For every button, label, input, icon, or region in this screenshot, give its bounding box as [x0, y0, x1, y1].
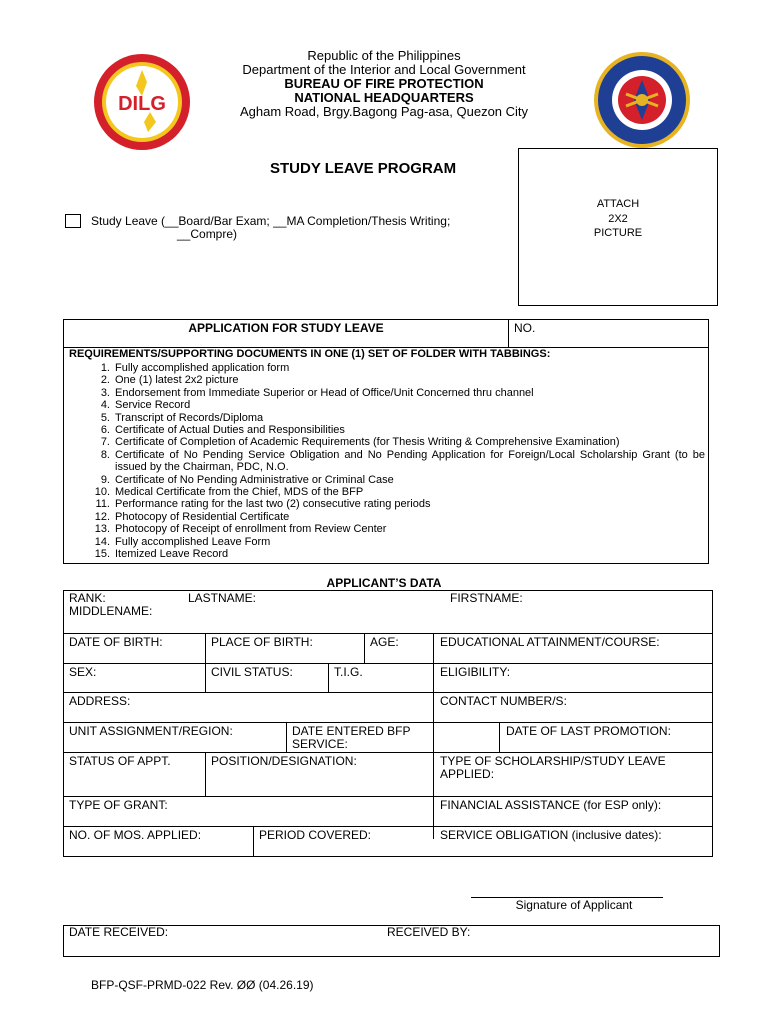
- list-item: 2. One (1) latest 2x2 picture: [100, 374, 239, 387]
- header-hq: NATIONAL HEADQUARTERS: [294, 90, 474, 105]
- application-no-label: NO.: [514, 321, 536, 335]
- dilg-logo-icon: [92, 52, 192, 152]
- applicant-data-table: [63, 590, 713, 857]
- photo-box: [518, 148, 718, 306]
- period-covered-label: PERIOD COVERED:: [259, 828, 372, 842]
- pob-label: PLACE OF BIRTH:: [211, 635, 313, 649]
- list-item: 14. Fully accomplished Leave Form: [94, 535, 271, 548]
- address-label: ADDRESS:: [69, 694, 131, 708]
- list-item: 10. Medical Certificate from the Chief, MDS of the BFP: [94, 486, 364, 499]
- list-item: 15. Itemized Leave Record: [94, 548, 229, 561]
- list-item: 4. Service Record: [100, 399, 191, 412]
- requirements-heading: REQUIREMENTS/SUPPORTING DOCUMENTS IN ONE (1) SET OF FOLDER WITH TABBINGS:: [69, 348, 551, 360]
- header-address: Agham Road, Brgy.Bagong Pag-asa, Quezon City: [239, 104, 529, 119]
- middlename-label: MIDDLENAME:: [69, 604, 153, 618]
- firstname-label: FIRSTNAME:: [450, 591, 523, 605]
- applicant-data-heading: APPLICANT’S DATA: [326, 576, 442, 590]
- bfp-seal-icon: [590, 50, 694, 150]
- financial-assistance-label: FINANCIAL ASSISTANCE (for ESP only):: [440, 798, 662, 812]
- received-box: [63, 925, 720, 957]
- age-label: AGE:: [370, 635, 399, 649]
- study-leave-checkbox[interactable]: [65, 214, 81, 228]
- list-item: 6. Certificate of Actual Duties and Responsibilities: [100, 424, 345, 437]
- list-item: 11. Performance rating for the last two (2) consecutive rating periods: [95, 498, 431, 511]
- header-department: Department of the Interior and Local Government: [242, 62, 526, 77]
- scholarship-type-label: TYPE OF SCHOLARSHIP/STUDY LEAVE APPLIED:: [440, 754, 666, 781]
- application-title: APPLICATION FOR STUDY LEAVE: [188, 321, 384, 335]
- form-code: BFP-QSF-PRMD-022 Rev. ØØ (04.26.19): [91, 978, 314, 992]
- page-title: STUDY LEAVE PROGRAM: [270, 160, 457, 177]
- civil-status-label: CIVIL STATUS:: [211, 665, 293, 679]
- list-item: 12. Photocopy of Residential Certificate: [94, 510, 290, 523]
- study-leave-line2: __Compre): [177, 227, 238, 241]
- photo-box-line2: 2X2: [608, 212, 628, 225]
- photo-box-line1: ATTACH: [596, 198, 640, 210]
- list-item: 8. Certificate of No Pending Service Obligation and No Pending Application for Foreign/Local Scholarship Grant (to be issued by the Chairman, PDC, N.O.: [100, 448, 705, 474]
- study-leave-line1: Study Leave (__Board/Bar Exam; __MA Completion/Thesis Writing;: [91, 214, 451, 228]
- grant-type-label: TYPE OF GRANT:: [69, 798, 168, 812]
- requirements-list: [90, 362, 705, 561]
- signature-label: Signature of Applicant: [515, 898, 633, 912]
- education-label: EDUCATIONAL ATTAINMENT/COURSE:: [440, 635, 660, 649]
- position-label: POSITION/DESIGNATION:: [211, 754, 357, 768]
- received-by-label: RECEIVED BY:: [387, 925, 471, 939]
- sex-label: SEX:: [69, 665, 97, 679]
- lastname-label: LASTNAME:: [188, 591, 257, 605]
- service-obligation-label: SERVICE OBLIGATION (inclusive dates):: [440, 828, 662, 842]
- list-item: 3. Endorsement from Immediate Superior or Head of Office/Unit Concerned thru channel: [100, 386, 534, 399]
- months-applied-label: NO. OF MOS. APPLIED:: [69, 828, 202, 842]
- dob-label: DATE OF BIRTH:: [69, 635, 163, 649]
- study-leave-options: [91, 215, 491, 241]
- photo-box-line3: PICTURE: [593, 227, 643, 239]
- rank-label: RANK:: [69, 591, 106, 605]
- header-bureau: BUREAU OF FIRE PROTECTION: [284, 76, 484, 91]
- list-item: 5. Transcript of Records/Diploma: [100, 411, 264, 424]
- date-received-label: DATE RECEIVED:: [69, 925, 169, 939]
- date-entered-label: DATE ENTERED BFP SERVICE:: [292, 724, 411, 751]
- application-box: [63, 319, 709, 564]
- list-item: 7. Certificate of Completion of Academic Requirements (for Thesis Writing & Comprehensive Examination): [100, 436, 620, 449]
- last-promotion-label: DATE OF LAST PROMOTION:: [506, 724, 671, 738]
- contact-label: CONTACT NUMBER/S:: [440, 694, 567, 708]
- unit-assignment-label: UNIT ASSIGNMENT/REGION:: [69, 724, 233, 738]
- eligibility-label: ELIGIBILITY:: [440, 665, 511, 679]
- list-item: 13. Photocopy of Receipt of enrollment from Review Center: [94, 523, 387, 536]
- tig-label: T.I.G.: [334, 665, 363, 679]
- header-republic: Republic of the Philippines: [307, 48, 461, 63]
- dilg-logo-text: DILG: [118, 93, 166, 115]
- list-item: 1. Fully accomplished application form: [100, 362, 290, 374]
- status-appt-label: STATUS OF APPT.: [69, 754, 171, 768]
- list-item: 9. Certificate of No Pending Administrative or Criminal Case: [100, 473, 394, 486]
